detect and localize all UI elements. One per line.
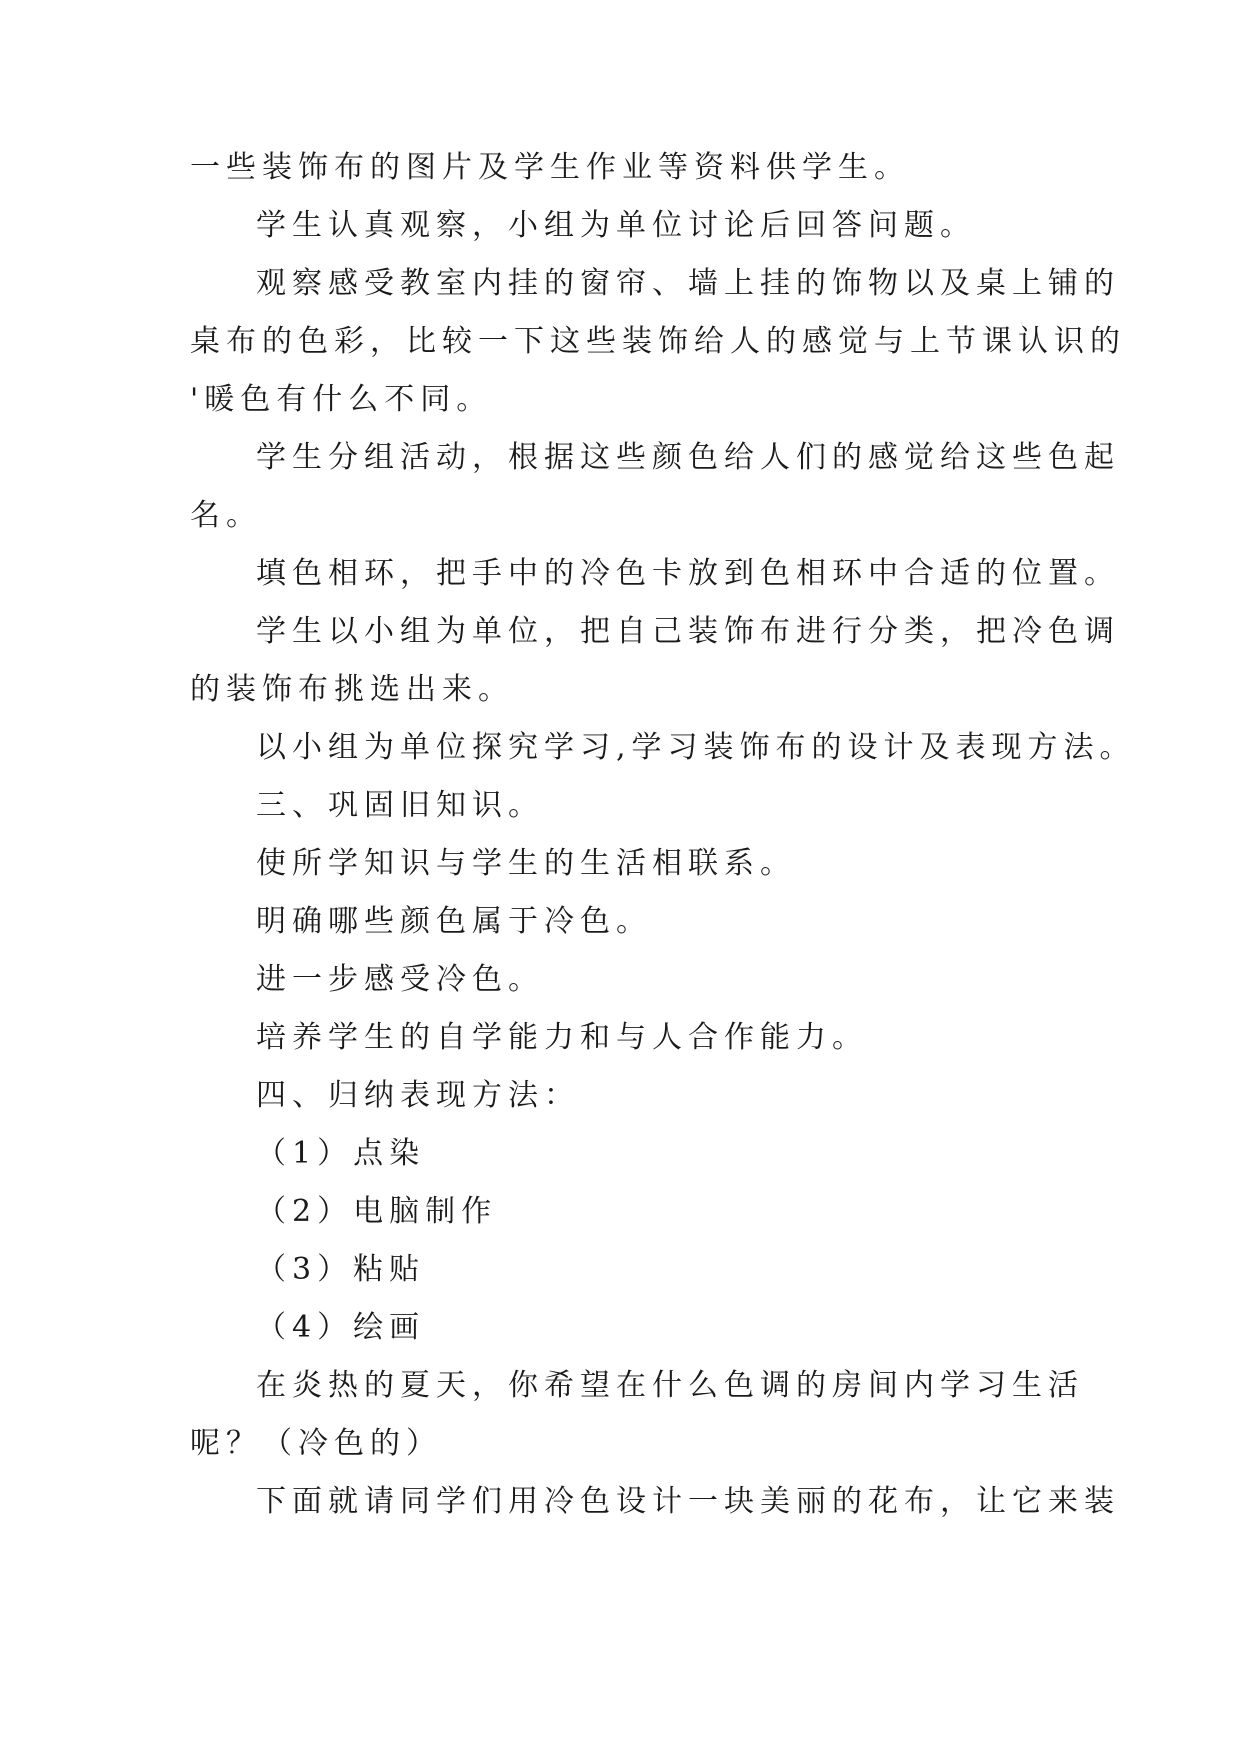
text-line: '暖色有什么不同。 bbox=[190, 382, 493, 417]
text-line: 使所学知识与学生的生活相联系。 bbox=[256, 846, 796, 881]
list-item: （1）点染 bbox=[256, 1136, 426, 1171]
text-line: 下面就请同学们用冷色设计一块美丽的花布，让它来装 bbox=[256, 1484, 1120, 1519]
section-heading: 四、归纳表现方法： bbox=[256, 1078, 580, 1113]
list-item: （2）电脑制作 bbox=[256, 1194, 498, 1229]
list-item: （3）粘贴 bbox=[256, 1252, 426, 1287]
text-line: 填色相环，把手中的冷色卡放到色相环中合适的位置。 bbox=[256, 556, 1120, 591]
text-line: 的装饰布挑选出来。 bbox=[190, 672, 514, 707]
text-line: 学生以小组为单位，把自己装饰布进行分类，把冷色调 bbox=[256, 614, 1120, 649]
list-item: （4）绘画 bbox=[256, 1310, 426, 1345]
text-line: 明确哪些颜色属于冷色。 bbox=[256, 904, 652, 939]
text-line: 学生认真观察，小组为单位讨论后回答问题。 bbox=[256, 208, 976, 243]
text-line: 呢？（冷色的） bbox=[190, 1426, 442, 1461]
text-line: 桌布的色彩，比较一下这些装饰给人的感觉与上节课认识的 bbox=[190, 324, 1126, 359]
section-heading: 三、巩固旧知识。 bbox=[256, 788, 544, 823]
text-line: 以小组为单位探究学习,学习装饰布的设计及表现方法。 bbox=[256, 730, 1136, 765]
text-line: 培养学生的自学能力和与人合作能力。 bbox=[256, 1020, 868, 1055]
text-line: 进一步感受冷色。 bbox=[256, 962, 544, 997]
text-line: 一些装饰布的图片及学生作业等资料供学生。 bbox=[190, 150, 910, 185]
text-line: 学生分组活动，根据这些颜色给人们的感觉给这些色起 bbox=[256, 440, 1120, 475]
text-line: 在炎热的夏天，你希望在什么色调的房间内学习生活 bbox=[256, 1368, 1084, 1403]
text-line: 观察感受教室内挂的窗帘、墙上挂的饰物以及桌上铺的 bbox=[256, 266, 1120, 301]
text-line: 名。 bbox=[190, 498, 262, 533]
